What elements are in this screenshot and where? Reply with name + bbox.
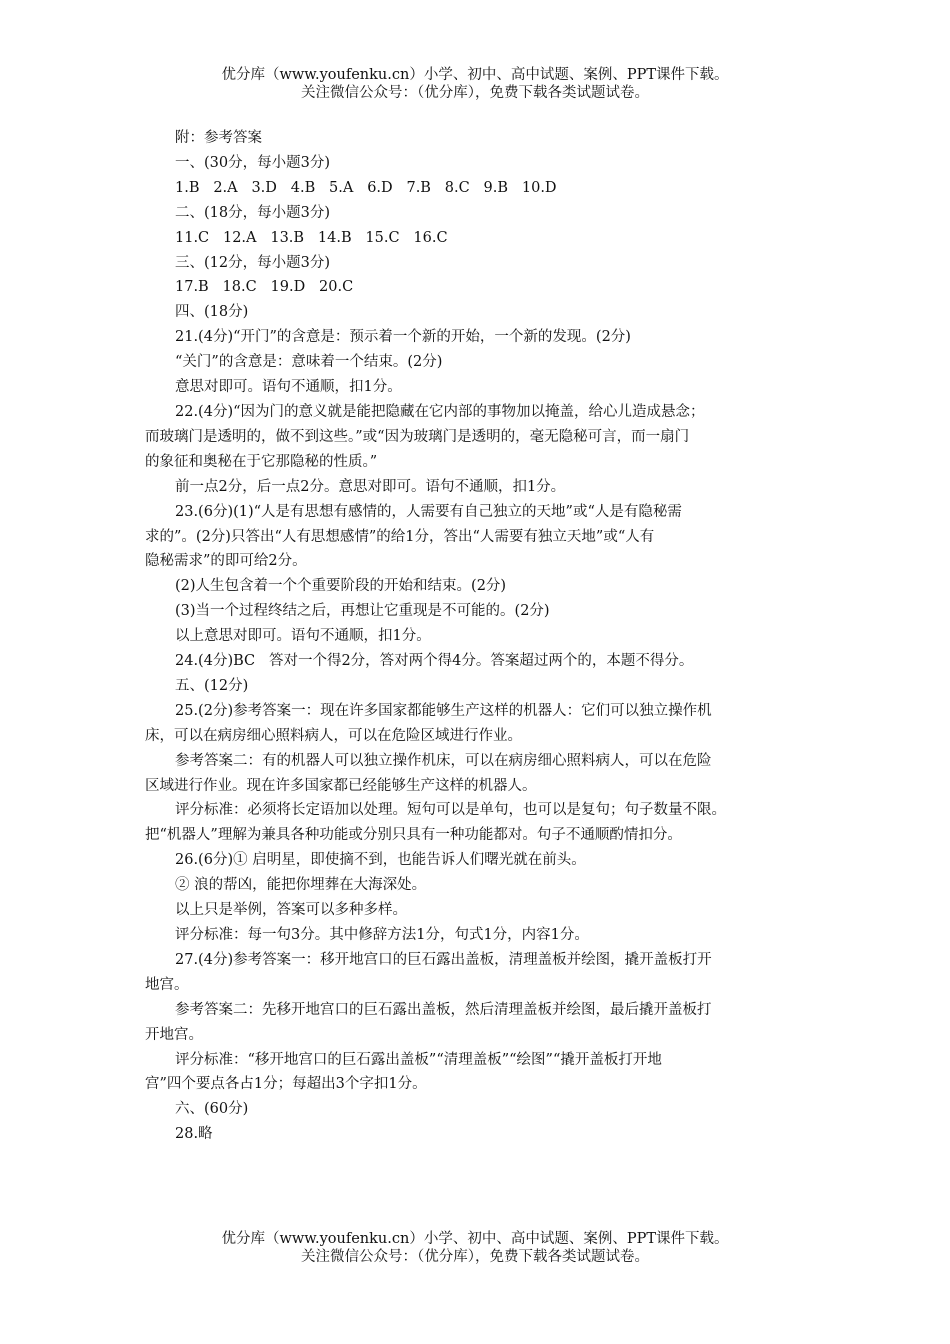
text-line: 四、(18分) (175, 304, 249, 321)
text-line: 隐秘需求”的即可给2分。 (145, 553, 307, 570)
text-line: 27.(4分)参考答案一：移开地宫口的巨石露出盖板，清理盖板并绘图，撬开盖板打开 (175, 951, 712, 968)
text-line: 附：参考答案 (175, 130, 262, 146)
text-line: 区域进行作业。现在许多国家都已经能够生产这样的机器人。 (145, 777, 537, 794)
text-line: 11.C 12.A 13.B 14.B 15.C 16.C (175, 229, 448, 246)
answer-key-body (145, 126, 825, 1147)
header-line-2: 关注微信公众号：（优分库），免费下载各类试题试卷。 (301, 85, 649, 101)
text-line: 六、(60分) (175, 1101, 249, 1118)
text-line: 以上只是举例，答案可以多种多样。 (175, 902, 407, 919)
text-line: 22.(4分)“因为门的意义就是能把隐藏在它内部的事物加以掩盖，给心儿造成悬念； (175, 403, 705, 420)
text-line: 把“机器人”理解为兼具各种功能或分别只具有一种功能都对。句子不通顺酌情扣分。 (145, 827, 682, 844)
header-line-1: 优分库（www.youfenku.cn）小学、初中、高中试题、案例、PPT课件下载。 (221, 67, 729, 83)
footer-line-1: 优分库（www.youfenku.cn）小学、初中、高中试题、案例、PPT课件下载。 (221, 1231, 729, 1247)
text-line: 评分标准：“移开地宫口的巨石露出盖板”“清理盖板”“绘图”“撬开盖板打开地 (175, 1051, 662, 1068)
page-header (0, 66, 950, 102)
text-line: (3)当一个过程终结之后，再想让它重现是不可能的。(2分) (175, 603, 550, 620)
text-line: 评分标准：每一句3分。其中修辞方法1分，句式1分，内容1分。 (175, 927, 589, 943)
text-line: 一、(30分，每小题3分) (175, 154, 330, 171)
text-line: 而玻璃门是透明的，做不到这些。”或“因为玻璃门是透明的，毫无隐秘可言，而一扇门 (145, 428, 690, 445)
text-line: 23.(6分)(1)“人是有思想有感情的，人需要有自己独立的天地”或“人是有隐秘需 (175, 503, 682, 520)
text-line: “关门”的含意是：意味着一个结束。(2分) (175, 354, 443, 371)
text-line: 宫”四个要点各占1分；每超出3个字扣1分。 (145, 1076, 427, 1093)
text-line: 五、(12分) (175, 677, 249, 694)
text-line: 参考答案二：先移开地宫口的巨石露出盖板，然后清理盖板并绘图，最后撬开盖板打 (175, 1001, 712, 1018)
text-line: 17.B 18.C 19.D 20.C (175, 279, 354, 296)
text-line: 28.略 (175, 1126, 213, 1143)
text-line: 前一点2分，后一点2分。意思对即可。语句不通顺，扣1分。 (175, 478, 566, 495)
text-line: 开地宫。 (145, 1026, 203, 1043)
text-line: 意思对即可。语句不通顺，扣1分。 (175, 379, 402, 396)
text-line: (2)人生包含着一个个重要阶段的开始和结束。(2分) (175, 578, 507, 595)
text-line: ② 浪的帮凶，能把你埋葬在大海深处。 (175, 877, 427, 894)
text-line: 参考答案二：有的机器人可以独立操作机床，可以在病房细心照料病人，可以在危险 (175, 752, 712, 769)
text-line: 26.(6分)① 启明星，即使摘不到，也能告诉人们曙光就在前头。 (175, 852, 586, 869)
text-line: 床，可以在病房细心照料病人，可以在危险区域进行作业。 (145, 727, 522, 744)
text-line: 评分标准：必须将长定语加以处理。短句可以是单句，也可以是复句；句子数量不限。 (175, 802, 726, 819)
page-footer (0, 1230, 950, 1266)
text-line: 以上意思对即可。语句不通顺，扣1分。 (175, 628, 431, 645)
text-line: 25.(2分)参考答案一：现在许多国家都能够生产这样的机器人：它们可以独立操作机 (175, 702, 712, 719)
text-line: 地宫。 (145, 976, 189, 993)
text-line: 二、(18分，每小题3分) (175, 204, 330, 221)
text-line: 三、(12分，每小题3分) (175, 254, 330, 271)
text-line: 求的”。(2分)只答出“人有思想感情”的给1分，答出“人需要有独立天地”或“人有 (145, 528, 655, 545)
text-line: 的象征和奥秘在于它那隐秘的性质。” (145, 453, 378, 470)
footer-line-2: 关注微信公众号：（优分库），免费下载各类试题试卷。 (301, 1249, 649, 1265)
text-line: 24.(4分)BC 答对一个得2分，答对两个得4分。答案超过两个的，本题不得分。 (175, 653, 694, 670)
text-line: 21.(4分)“开门”的含意是：预示着一个新的开始，一个新的发现。(2分) (175, 329, 631, 346)
text-line: 1.B 2.A 3.D 4.B 5.A 6.D 7.B 8.C 9.B 10.D (175, 179, 557, 196)
